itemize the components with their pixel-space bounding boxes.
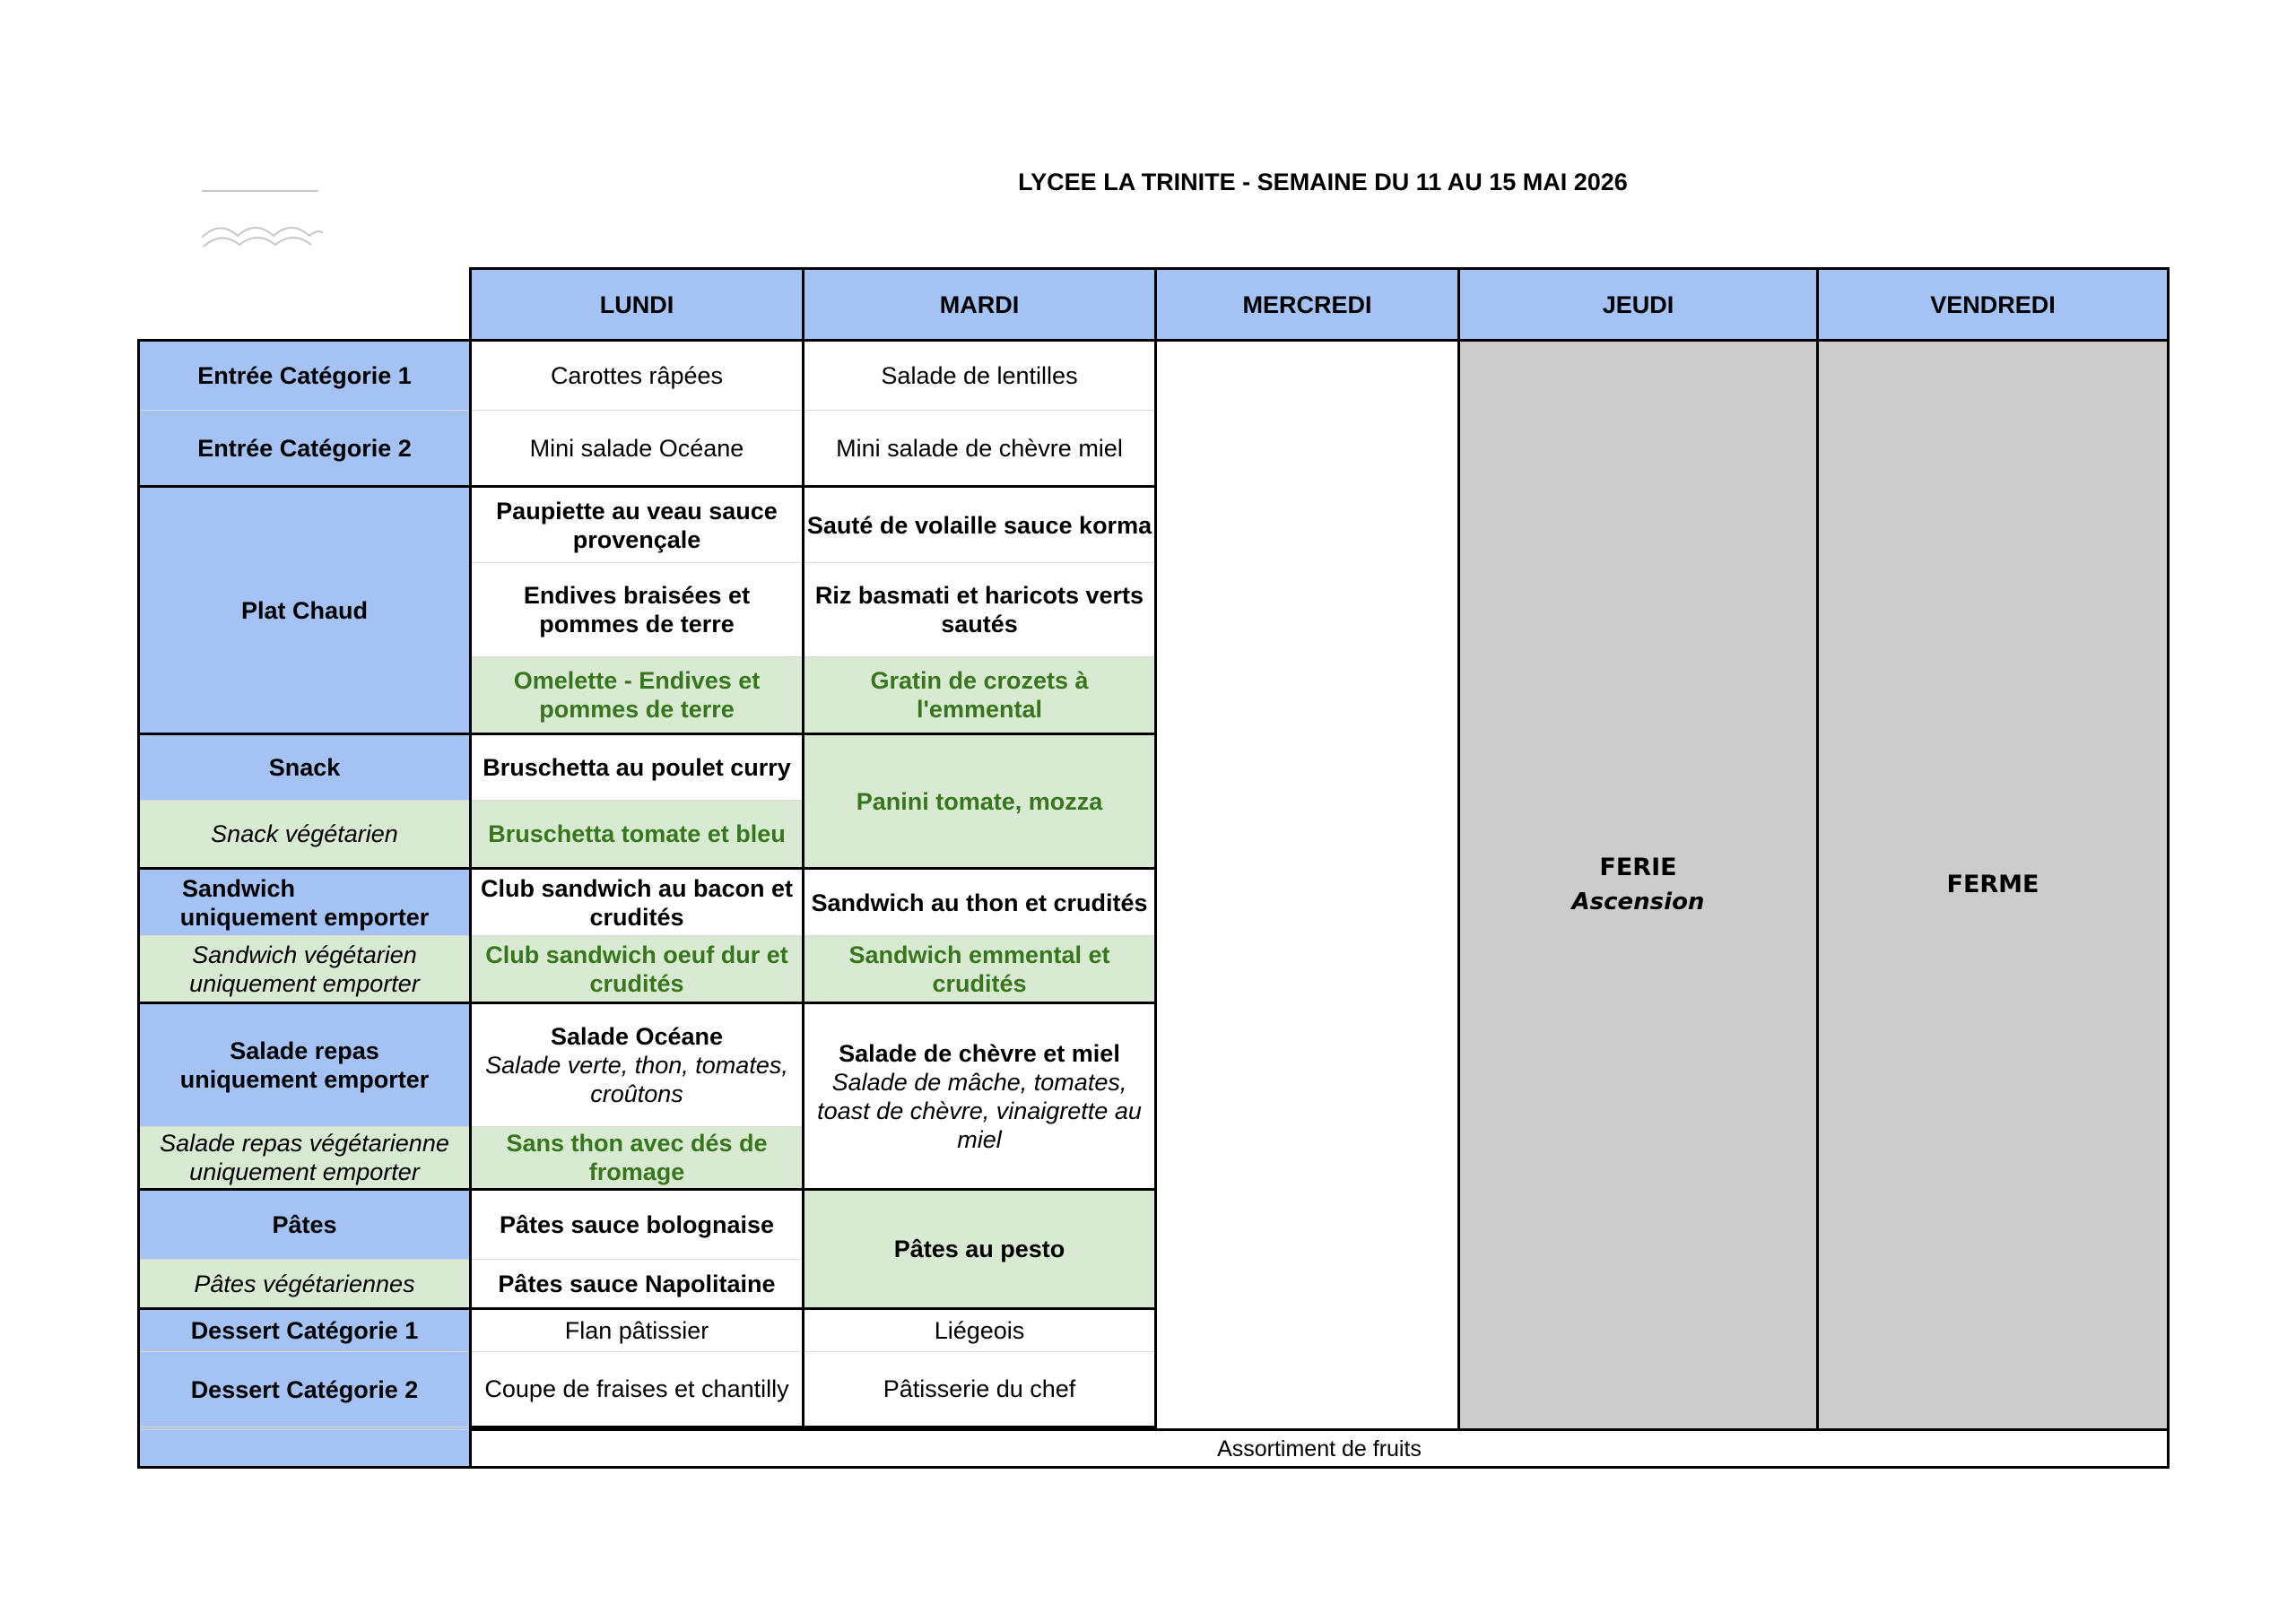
day-header-lundi: LUNDI bbox=[471, 269, 804, 341]
day-header-jeudi: JEUDI bbox=[1459, 269, 1818, 341]
salade-veg-label-line2: uniquement emporter bbox=[189, 1158, 420, 1185]
mardi-dessert1: Liégeois bbox=[804, 1309, 1156, 1352]
row-label-plat: Plat Chaud bbox=[139, 487, 471, 734]
lundi-dessert1: Flan pâtissier bbox=[471, 1309, 804, 1352]
mardi-entree1: Salade de lentilles bbox=[804, 341, 1156, 411]
logo-cell bbox=[139, 269, 471, 341]
lundi-snack: Bruschetta au poulet curry bbox=[471, 734, 804, 801]
page-title: LYCEE LA TRINITE - SEMAINE DU 11 AU 15 MAI 2026 bbox=[1018, 169, 1628, 195]
mardi-salade-desc: Salade de mâche, tomates, toast de chèvre, vinaigrette au miel bbox=[817, 1068, 1142, 1153]
menu-table bbox=[137, 267, 2170, 1469]
mardi-salade bbox=[804, 1003, 1156, 1190]
salade-label-line2: uniquement emporter bbox=[179, 1066, 430, 1093]
mardi-sandwich-veg: Sandwich emmental et crudités bbox=[804, 936, 1156, 1003]
jeudi-sublabel: Ascension bbox=[1571, 889, 1705, 915]
mercredi-column bbox=[1156, 341, 1459, 1430]
mardi-snack: Panini tomate, mozza bbox=[804, 734, 1156, 869]
mardi-pates: Pâtes au pesto bbox=[804, 1190, 1156, 1309]
mardi-plat1: Sauté de volaille sauce korma bbox=[804, 487, 1156, 563]
row-label-entree2: Entrée Catégorie 2 bbox=[139, 411, 471, 487]
row-label-salade-veg bbox=[139, 1127, 471, 1190]
row-label-snack-veg: Snack végétarien bbox=[139, 801, 471, 869]
sandwich-veg-label-line1: Sandwich végétarien bbox=[192, 941, 417, 968]
lundi-plat-veg: Omelette - Endives et pommes de terre bbox=[471, 657, 804, 734]
mardi-dessert2: Pâtisserie du chef bbox=[804, 1352, 1156, 1427]
mardi-plat-veg: Gratin de crozets à l'emmental bbox=[804, 657, 1156, 734]
lundi-salade bbox=[471, 1003, 804, 1127]
mardi-entree2: Mini salade de chèvre miel bbox=[804, 411, 1156, 487]
lundi-salade-desc: Salade verte, thon, tomates, croûtons bbox=[485, 1052, 788, 1107]
lundi-entree2: Mini salade Océane bbox=[471, 411, 804, 487]
row-label-pates: Pâtes bbox=[139, 1190, 471, 1260]
lundi-entree1: Carottes râpées bbox=[471, 341, 804, 411]
lundi-sandwich: Club sandwich au bacon et crudités bbox=[471, 869, 804, 936]
row-label-dessert2: Dessert Catégorie 2 bbox=[139, 1352, 471, 1427]
lundi-pates-veg: Pâtes sauce Napolitaine bbox=[471, 1260, 804, 1309]
mardi-plat2: Riz basmati et haricots verts sautés bbox=[804, 563, 1156, 657]
row-label-sandwich bbox=[139, 869, 471, 936]
row-label-snack: Snack bbox=[139, 734, 471, 801]
footer-fruits: Assortiment de fruits bbox=[471, 1430, 2169, 1468]
lundi-snack-veg: Bruschetta tomate et bleu bbox=[471, 801, 804, 869]
salade-veg-label-line1: Salade repas végétarienne bbox=[160, 1130, 449, 1157]
day-header-vendredi: VENDREDI bbox=[1818, 269, 2169, 341]
sandwich-veg-label-line2: uniquement emporter bbox=[189, 969, 420, 997]
jeudi-column bbox=[1459, 341, 1818, 1430]
lundi-sandwich-veg: Club sandwich oeuf dur et crudités bbox=[471, 936, 804, 1003]
day-header-mardi: MARDI bbox=[804, 269, 1156, 341]
vendredi-column: FERME bbox=[1818, 341, 2169, 1430]
lundi-plat2: Endives braisées et pommes de terre bbox=[471, 563, 804, 657]
row-label-dessert1: Dessert Catégorie 1 bbox=[139, 1309, 471, 1352]
row-label-fruits bbox=[139, 1430, 471, 1468]
mardi-sandwich: Sandwich au thon et crudités bbox=[804, 869, 1156, 936]
lundi-salade-veg: Sans thon avec dés de fromage bbox=[471, 1127, 804, 1190]
day-header-mercredi: MERCREDI bbox=[1156, 269, 1459, 341]
mardi-salade-title: Salade de chèvre et miel bbox=[839, 1039, 1120, 1067]
row-label-salade bbox=[139, 1003, 471, 1127]
row-label-pates-veg: Pâtes végétariennes bbox=[139, 1260, 471, 1309]
lundi-salade-title: Salade Océane bbox=[550, 1023, 724, 1050]
lundi-plat1: Paupiette au veau sauce provençale bbox=[471, 487, 804, 563]
sandwich-label-line1: Sandwich bbox=[182, 874, 296, 902]
row-label-sandwich-veg bbox=[139, 936, 471, 1003]
lundi-dessert2: Coupe de fraises et chantilly bbox=[471, 1352, 804, 1427]
lundi-pates: Pâtes sauce bolognaise bbox=[471, 1190, 804, 1260]
jeudi-label: FERIE bbox=[1599, 854, 1677, 881]
row-label-entree1: Entrée Catégorie 1 bbox=[139, 341, 471, 411]
salade-label-line1: Salade repas bbox=[230, 1037, 379, 1064]
sandwich-label-line2: uniquement emporter bbox=[179, 903, 430, 931]
